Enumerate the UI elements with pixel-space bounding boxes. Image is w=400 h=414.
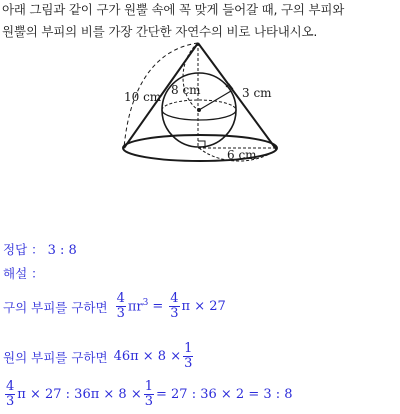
sphere-volume-line bbox=[3, 292, 226, 321]
ratio-frac-1 bbox=[5, 380, 15, 409]
ratio-frac-2 bbox=[144, 380, 154, 409]
sphere-expr-1-text: πr bbox=[127, 299, 143, 315]
ratio-part-1: π × 27 : 36π × 8 × bbox=[17, 387, 142, 402]
frac-num: 1 bbox=[184, 341, 193, 356]
frac-den: 3 bbox=[144, 394, 153, 409]
sphere-radius-label: 3 cm bbox=[242, 86, 272, 100]
explanation-heading bbox=[3, 264, 44, 282]
frac-den: 3 bbox=[116, 306, 125, 321]
sphere-exponent: 3 bbox=[142, 298, 149, 309]
frac-den: 3 bbox=[170, 306, 179, 321]
sphere-equals: = bbox=[152, 299, 164, 314]
cone-expr: 46π × 8 × bbox=[113, 349, 182, 364]
frac-den: 3 bbox=[184, 356, 193, 371]
explanation-label: 해설 bbox=[3, 266, 28, 281]
sphere-expr-1 bbox=[128, 298, 149, 314]
question-line-2: 원뿔의 부피의 비를 가장 간단한 자연수의 비로 나타내시오. bbox=[2, 24, 318, 39]
height-label: 8 cm bbox=[171, 83, 201, 97]
slant-label: 10 cm bbox=[124, 90, 162, 104]
cone-sphere-figure bbox=[0, 0, 400, 190]
sphere-frac-1 bbox=[116, 292, 126, 321]
answer-line bbox=[3, 240, 77, 258]
cone-radius-label: 6 cm bbox=[227, 148, 257, 162]
question-line-1: 아래 그림과 같이 구가 원뿔 속에 꼭 맞게 들어갈 때, 구의 부피와 bbox=[2, 2, 345, 17]
sphere-volume-text: 구의 부피를 구하면 bbox=[3, 299, 108, 315]
ratio-line bbox=[3, 380, 293, 409]
cone-volume-text: 원의 부피를 구하면 bbox=[3, 349, 108, 365]
sphere-frac-2 bbox=[169, 292, 179, 321]
frac-den: 3 bbox=[6, 394, 15, 409]
answer-colon: ： bbox=[31, 242, 44, 257]
sphere-radius-line bbox=[199, 91, 231, 110]
explanation-colon: ： bbox=[31, 266, 44, 281]
frac-num: 4 bbox=[6, 379, 15, 394]
answer-label: 정답 bbox=[3, 242, 28, 257]
frac-num: 4 bbox=[170, 291, 179, 306]
frac-num: 4 bbox=[116, 291, 125, 306]
cone-frac bbox=[183, 342, 193, 371]
answer-value: 3 : 8 bbox=[47, 243, 77, 258]
ratio-part-2: = 27 : 36 × 2 = 3 : 8 bbox=[156, 387, 293, 402]
sphere-expr-2: π × 27 bbox=[181, 299, 226, 314]
cone-volume-line bbox=[3, 342, 195, 371]
frac-num: 1 bbox=[144, 379, 153, 394]
